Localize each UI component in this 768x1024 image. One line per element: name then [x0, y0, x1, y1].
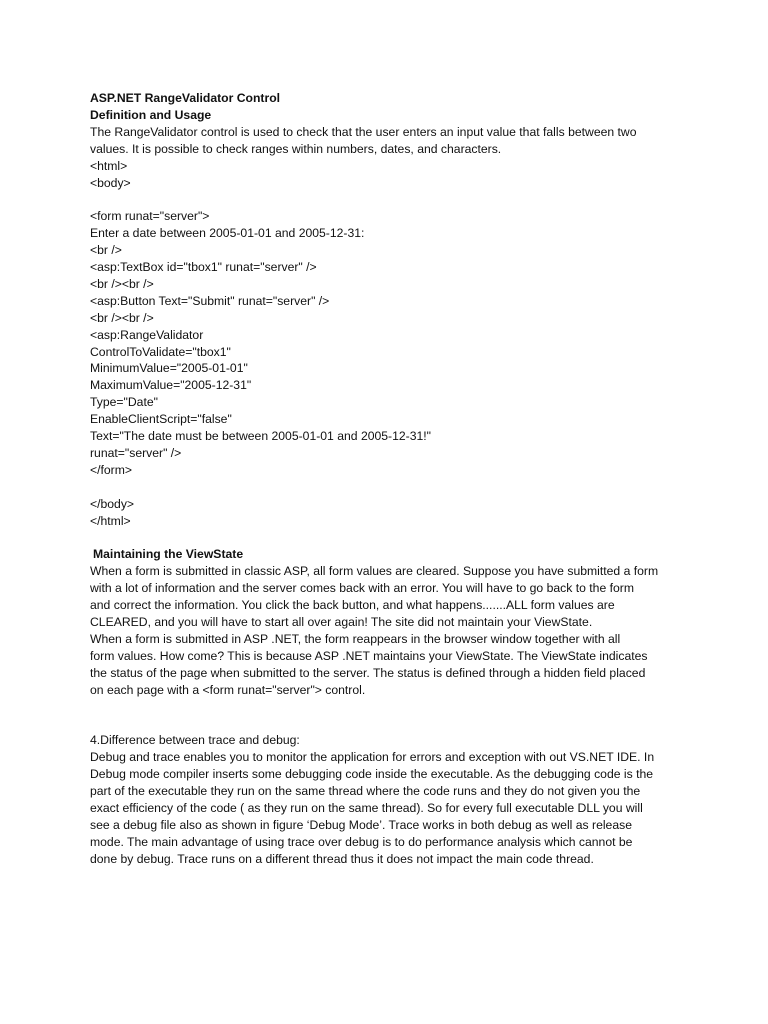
- code-line: <br />: [90, 243, 122, 258]
- debug-line: exact efficiency of the code ( as they run on the same thread). So for every full executable DLL you will: [90, 800, 643, 815]
- code-line: Type="Date": [90, 395, 158, 410]
- viewstate-line: form values. How come? This is because ASP .NET maintains your ViewState. The ViewState indicates: [90, 648, 648, 663]
- blank-line: [90, 715, 690, 732]
- debug-line: part of the executable they run on the same thread where the code runs and they do not given you the: [90, 784, 641, 799]
- debug-line: mode. The main advantage of using trace over debug is to do performance analysis which cannot be: [90, 834, 633, 849]
- intro-line: values. It is possible to check ranges within numbers, dates, and characters.: [90, 141, 502, 156]
- intro-line: The RangeValidator control is used to check that the user enters an input value that falls between two: [90, 124, 637, 139]
- code-line: <asp:RangeValidator: [90, 327, 204, 342]
- blank-line: [90, 191, 690, 208]
- debug-line: Debug and trace enables you to monitor the application for errors and exception with out VS.NET IDE. In: [90, 750, 655, 765]
- viewstate-line: on each page with a <form runat="server"> control.: [90, 682, 366, 697]
- blank-line: [90, 479, 690, 496]
- code-line: <asp:TextBox id="tbox1" runat="server" />: [90, 260, 317, 275]
- code-line: ControlToValidate="tbox1": [90, 344, 231, 359]
- code-line: </body>: [90, 496, 135, 511]
- viewstate-line: When a form is submitted in classic ASP, all form values are cleared. Suppose you have submitted a form: [90, 564, 659, 579]
- code-line: Text="The date must be between 2005-01-01 and 2005-12-31!": [90, 429, 431, 444]
- code-line: EnableClientScript="false": [90, 412, 232, 427]
- section-heading-definition: Definition and Usage: [90, 107, 212, 122]
- code-line: <body>: [90, 175, 131, 190]
- code-line: </html>: [90, 513, 131, 528]
- debug-line: see a debug file also as shown in figure ‘Debug Mode’. Trace works in both debug as well as release: [90, 817, 632, 832]
- viewstate-line: and correct the information. You click the back button, and what happens.......ALL form values are: [90, 598, 615, 613]
- code-line: runat="server" />: [90, 446, 182, 461]
- document-page: [90, 90, 690, 868]
- code-line: <br /><br />: [90, 276, 154, 291]
- code-line: </form>: [90, 462, 132, 477]
- code-line: <html>: [90, 158, 128, 173]
- code-line: <br /><br />: [90, 310, 154, 325]
- code-line: <form runat="server">: [90, 209, 210, 224]
- viewstate-line: When a form is submitted in ASP .NET, the form reappears in the browser window together with all: [90, 631, 621, 646]
- blank-line: [90, 699, 690, 716]
- code-line: MaximumValue="2005-12-31": [90, 378, 252, 393]
- document-title: ASP.NET RangeValidator Control: [90, 91, 281, 105]
- section-heading-debug: 4.Difference between trace and debug:: [90, 733, 300, 748]
- viewstate-line: with a lot of information and the server comes back with an error. You will have to go back to the form: [90, 581, 634, 596]
- section-heading-viewstate: Maintaining the ViewState: [93, 547, 244, 562]
- code-line: Enter a date between 2005-01-01 and 2005-12-31:: [90, 226, 365, 241]
- blank-line: [90, 530, 690, 547]
- viewstate-line: the status of the page when submitted to the server. The status is defined through a hidden field placed: [90, 665, 646, 680]
- debug-line: done by debug. Trace runs on a different thread thus it does not impact the main code thread.: [90, 851, 594, 866]
- debug-line: Debug mode compiler inserts some debugging code inside the executable. As the debugging code is the: [90, 767, 654, 782]
- code-line: MinimumValue="2005-01-01": [90, 361, 248, 376]
- viewstate-line: CLEARED, and you will have to start all over again! The site did not maintain your ViewState.: [90, 615, 593, 630]
- code-line: <asp:Button Text="Submit" runat="server" />: [90, 293, 330, 308]
